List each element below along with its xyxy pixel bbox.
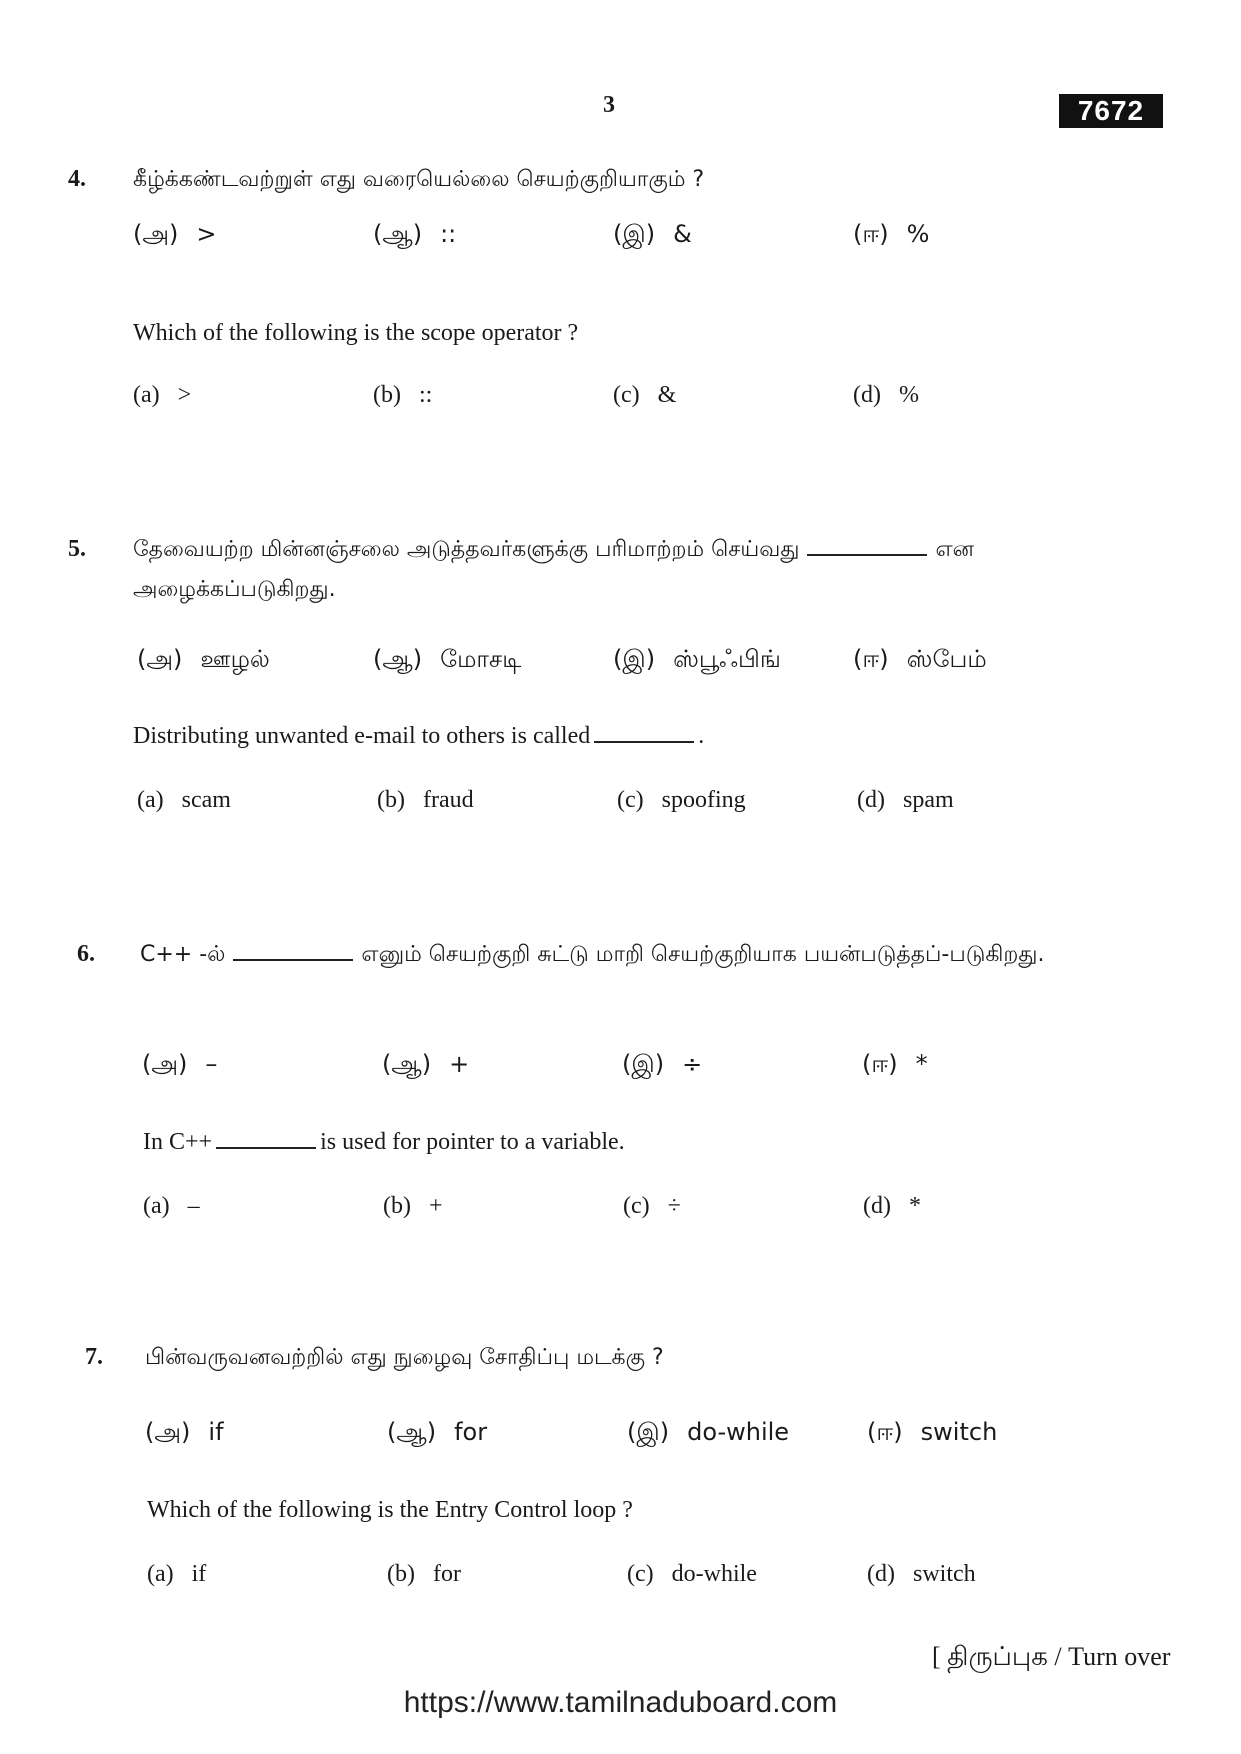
question-english-text: Which of the following is the Entry Control loop ? xyxy=(147,1497,633,1523)
question-number: 5. xyxy=(68,536,86,562)
option-b-tamil: (ஆ) + xyxy=(382,1050,470,1078)
option-b: (b) for xyxy=(387,1561,461,1587)
question-english-text: In C++ is used for pointer to a variable. xyxy=(143,1129,625,1155)
question-tamil-text: C++ -ல் எனும் செயற்குறி சுட்டு மாறி செயற்குறியாக பயன்படுத்தப்-படுகிறது. xyxy=(140,935,1120,975)
answer-blank xyxy=(807,534,927,556)
option-c: (c) ÷ xyxy=(623,1193,681,1219)
question-number: 7. xyxy=(85,1344,103,1370)
question-english-text: Which of the following is the scope operator ? xyxy=(133,320,579,346)
tamil-options-6 xyxy=(0,1050,1241,1090)
option-d-tamil: (ஈ) % xyxy=(853,220,930,248)
option-d: (d) % xyxy=(853,382,919,408)
question-tamil-text: தேவையற்ற மின்னஞ்சலை அடுத்தவர்களுக்கு பரிமாற்றம் செய்வது என அழைக்கப்படுகிறது. xyxy=(133,530,1113,610)
option-c: (c) do-while xyxy=(627,1561,757,1587)
tamil-options-4 xyxy=(0,220,1241,260)
option-d: (d) spam xyxy=(857,787,954,813)
option-c: (c) & xyxy=(613,382,677,408)
paper-code-badge: 7672 xyxy=(1059,94,1163,128)
option-d: (d) switch xyxy=(867,1561,976,1587)
option-a-tamil: (அ) if xyxy=(145,1418,224,1446)
option-d: (d) * xyxy=(863,1193,921,1219)
question-english-text: Distributing unwanted e-mail to others is called . xyxy=(133,723,705,749)
question-number: 4. xyxy=(68,166,86,192)
turn-over-note: [ திருப்புக / Turn over xyxy=(932,1642,1171,1671)
option-c-tamil: (இ) ÷ xyxy=(622,1050,703,1078)
option-c-tamil: (இ) & xyxy=(613,220,692,248)
option-a: (a) scam xyxy=(137,787,231,813)
english-options-6 xyxy=(0,1193,1241,1233)
option-d-tamil: (ஈ) * xyxy=(862,1050,928,1078)
option-c-tamil: (இ) do-while xyxy=(627,1418,790,1446)
question-tamil-text: கீழ்க்கண்டவற்றுள் எது வரையெல்லை செயற்குறியாகும் ? xyxy=(133,167,705,192)
option-d-tamil: (ஈ) ஸ்பேம் xyxy=(853,645,987,673)
question-tamil-text: பின்வருவனவற்றில் எது நுழைவு சோதிப்பு மடக்கு ? xyxy=(145,1345,664,1370)
option-a: (a) > xyxy=(133,382,192,408)
option-d-tamil: (ஈ) switch xyxy=(867,1418,998,1446)
option-a: (a) – xyxy=(143,1193,200,1219)
option-a-tamil: (அ) ஊழல் xyxy=(137,645,270,673)
option-b-tamil: (ஆ) மோசடி xyxy=(373,645,522,673)
answer-blank xyxy=(594,721,694,743)
option-b: (b) + xyxy=(383,1193,443,1219)
option-b: (b) fraud xyxy=(377,787,474,813)
option-b-tamil: (ஆ) for xyxy=(387,1418,488,1446)
answer-blank xyxy=(216,1127,316,1149)
answer-blank xyxy=(233,939,353,961)
english-options-7 xyxy=(0,1561,1241,1601)
english-options-5 xyxy=(0,787,1241,827)
option-c: (c) spoofing xyxy=(617,787,746,813)
tamil-options-7 xyxy=(0,1418,1241,1458)
question-number: 6. xyxy=(77,941,95,967)
option-b: (b) :: xyxy=(373,382,433,408)
tamil-options-5 xyxy=(0,645,1241,685)
option-a-tamil: (அ) > xyxy=(133,220,217,248)
option-a: (a) if xyxy=(147,1561,207,1587)
english-options-4 xyxy=(0,382,1241,422)
page-number: 3 xyxy=(603,92,615,118)
option-a-tamil: (அ) – xyxy=(142,1050,218,1078)
option-c-tamil: (இ) ஸ்பூஃபிங் xyxy=(613,645,781,673)
option-b-tamil: (ஆ) :: xyxy=(373,220,457,248)
source-url: https://www.tamilnaduboard.com xyxy=(403,1686,838,1719)
